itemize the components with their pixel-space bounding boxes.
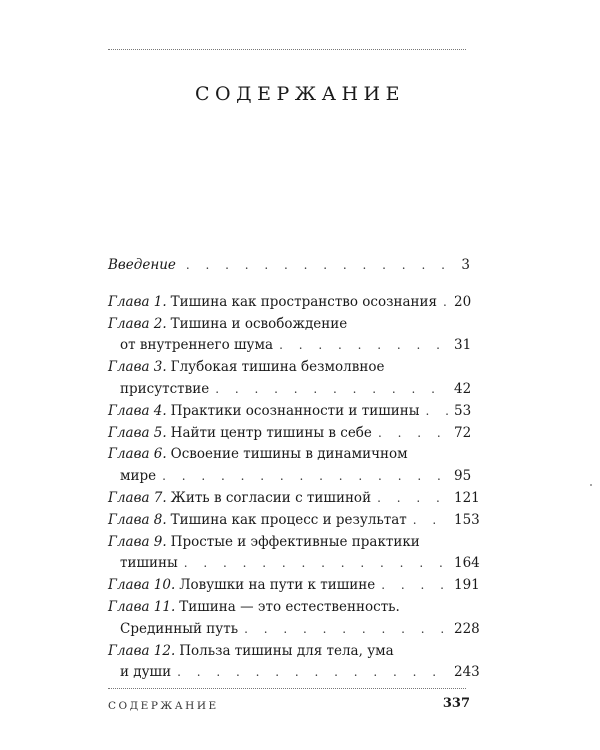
page-number: 42 <box>454 380 472 397</box>
dot-leader <box>184 553 448 575</box>
page-number: 53 <box>454 402 472 419</box>
chapter-title: Практики осознанности и тишины <box>170 402 420 419</box>
page-number: 164 <box>454 555 480 572</box>
dot-leader <box>377 488 448 510</box>
chapter-title: присутствие <box>120 380 210 397</box>
toc-entry-chapter-9[interactable] <box>108 532 480 576</box>
scan-speck <box>590 484 592 486</box>
chapter-title: Тишина — это естественность. <box>179 598 400 615</box>
chapter-number: Глава 11. <box>108 598 176 615</box>
toc-entry-chapter-6[interactable] <box>108 444 470 488</box>
dot-leader <box>378 423 448 445</box>
chapter-title: Жить в согласии с тишиной <box>170 489 372 506</box>
dot-leader <box>162 466 448 488</box>
intro-title: Введение <box>108 257 176 273</box>
chapter-title: Тишина и освобождение <box>170 315 348 332</box>
chapter-title: Освоение тишины в динамичном <box>170 446 408 463</box>
chapter-number: Глава 8. <box>108 511 167 528</box>
toc-entry-chapter-8[interactable] <box>108 510 480 532</box>
chapter-number: Глава 3. <box>108 359 167 376</box>
chapter-title: от внутреннего шума <box>120 337 274 354</box>
toc-entry-chapter-12[interactable] <box>108 641 480 685</box>
page-number: 31 <box>454 337 472 354</box>
toc-entry-chapter-5[interactable] <box>108 423 470 445</box>
page-number: 243 <box>454 664 480 681</box>
page-number: 95 <box>454 468 472 485</box>
chapter-title: мире <box>120 468 157 485</box>
chapter-number: Глава 12. <box>108 642 176 659</box>
bottom-dotted-rule <box>108 688 466 689</box>
page-number: 20 <box>454 293 472 310</box>
page-number: 153 <box>454 511 480 528</box>
chapter-number: Глава 2. <box>108 315 167 332</box>
page-number: 3 <box>461 257 470 273</box>
chapter-number: Глава 7. <box>108 489 167 506</box>
chapter-title: и души <box>120 664 172 681</box>
table-of-contents <box>108 255 480 684</box>
toc-entry-chapter-7[interactable] <box>108 488 480 510</box>
toc-entry-chapter-1[interactable] <box>108 292 470 314</box>
toc-entry-chapter-3[interactable] <box>108 357 470 401</box>
chapter-title: Польза тишины для тела, ума <box>179 642 394 659</box>
dot-leader <box>244 619 448 641</box>
chapter-number: Глава 6. <box>108 446 167 463</box>
running-title: СОДЕРЖАНИЕ <box>108 700 219 712</box>
dot-leader <box>413 510 448 532</box>
chapter-title: Тишина как пространство осознания <box>170 293 438 310</box>
chapter-title: Срединный путь <box>120 620 239 637</box>
dot-leader <box>425 401 448 423</box>
chapter-title: Тишина как процесс и результат <box>170 511 407 528</box>
page-number: 228 <box>454 620 480 637</box>
chapter-title: Найти центр тишины в себе <box>170 424 372 441</box>
dot-leader <box>279 335 448 357</box>
top-dotted-rule <box>108 49 466 50</box>
chapter-title: Простые и эффективные практики <box>170 533 420 550</box>
chapter-title: Ловушки на пути к тишине <box>179 577 376 594</box>
page-number: 121 <box>454 489 480 506</box>
toc-entry-chapter-4[interactable] <box>108 401 470 423</box>
dot-leader <box>381 575 448 597</box>
dot-leader <box>443 292 448 314</box>
page-title: СОДЕРЖАНИЕ <box>195 82 405 105</box>
chapter-number: Глава 5. <box>108 424 167 441</box>
chapter-number: Глава 9. <box>108 533 167 550</box>
toc-entry-intro[interactable] <box>108 255 470 277</box>
chapter-number: Глава 1. <box>108 293 167 310</box>
chapter-number: Глава 4. <box>108 402 167 419</box>
toc-entry-chapter-2[interactable] <box>108 314 470 358</box>
dot-leader <box>186 255 448 277</box>
dot-leader <box>177 662 448 684</box>
chapter-title: Глубокая тишина безмолвное <box>170 359 385 376</box>
toc-entry-chapter-10[interactable] <box>108 575 480 597</box>
page-number: 72 <box>454 424 472 441</box>
chapter-number: Глава 10. <box>108 577 176 594</box>
page-number: 191 <box>454 577 480 594</box>
chapter-title: тишины <box>120 555 178 572</box>
toc-entry-chapter-11[interactable] <box>108 597 480 641</box>
dot-leader <box>215 379 448 401</box>
folio-page-number: 337 <box>442 696 470 711</box>
chapter-list <box>108 292 480 684</box>
